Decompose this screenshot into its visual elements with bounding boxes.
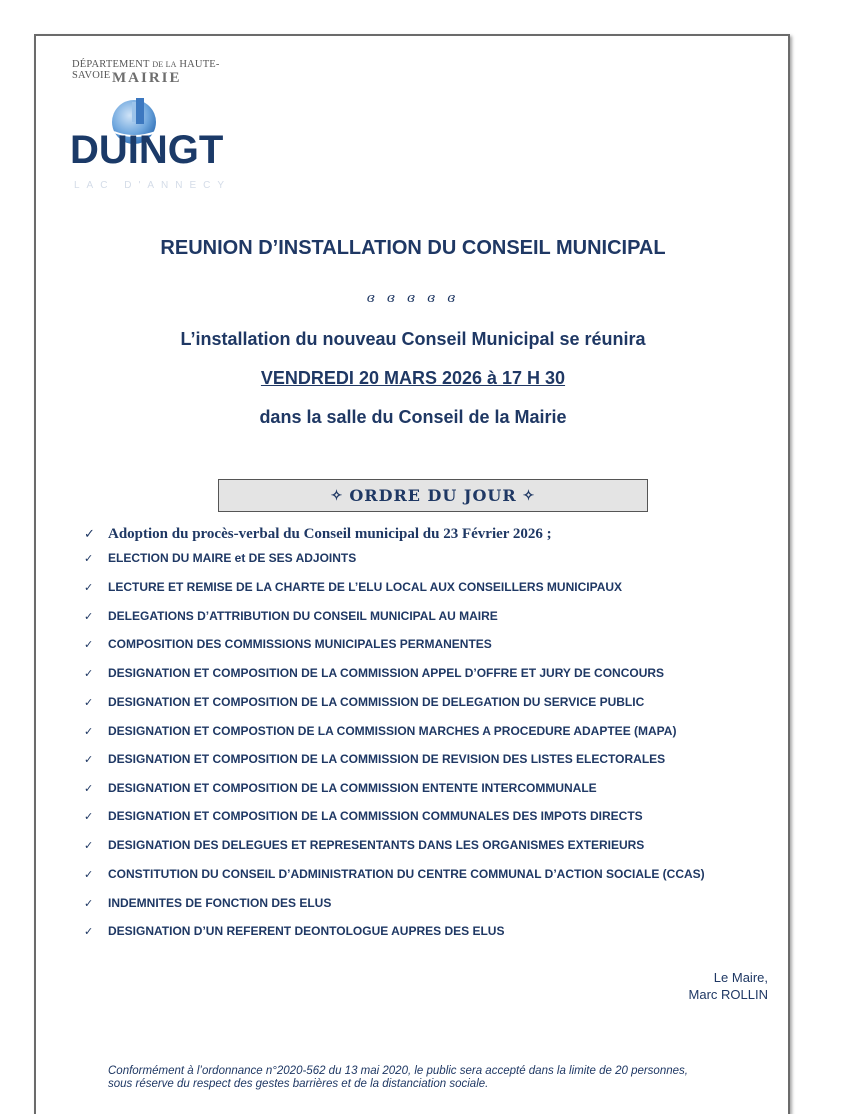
footer-line-2: sous réserve du respect des gestes barrières et de la distanciation sociale. xyxy=(108,1078,489,1090)
check-icon: ✓ xyxy=(84,581,94,594)
agenda-item-text: DESIGNATION D’UN REFERENT DEONTOLOGUE AUPRES DES ELUS xyxy=(108,924,505,938)
agenda-item-text: INDEMNITES DE FONCTION DES ELUS xyxy=(108,896,332,910)
check-icon: ✓ xyxy=(84,610,94,623)
agenda-item xyxy=(84,838,784,852)
agenda-item xyxy=(84,666,784,680)
page-frame xyxy=(34,34,790,1114)
agenda-item-text: DESIGNATION DES DELEGUES ET REPRESENTANTS DANS LES ORGANISMES EXTERIEURS xyxy=(108,838,645,852)
agenda-item-text: DESIGNATION ET COMPOSITION DE LA COMMISSION DE DELEGATION DU SERVICE PUBLIC xyxy=(108,695,645,709)
agenda-item-text: Adoption du procès-verbal du Conseil municipal du 23 Février 2026 ; xyxy=(108,526,552,542)
agenda-item-text: DESIGNATION ET COMPOSITION DE LA COMMISSION DE REVISION DES LISTES ELECTORALES xyxy=(108,752,666,766)
agenda-item-text: COMPOSITION DES COMMISSIONS MUNICIPALES PERMANENTES xyxy=(108,637,492,651)
agenda-item xyxy=(84,637,784,651)
footer-line-1: Conformément à l’ordonnance n°2020-562 du 13 mai 2020, le public sera accepté dans la limite de 20 personnes, xyxy=(108,1065,688,1077)
check-icon: ✓ xyxy=(84,753,94,766)
agenda-item-text: CONSTITUTION DU CONSEIL D’ADMINISTRATION DU CENTRE COMMUNAL D’ACTION SOCIALE (CCAS) xyxy=(108,867,705,881)
check-icon: ✓ xyxy=(84,638,94,651)
agenda-item xyxy=(84,752,784,766)
department-name: HAUTE-SAVOIE xyxy=(72,59,220,81)
agenda-item-text: DESIGNATION ET COMPOSITION DE LA COMMISSION APPEL D’OFFRE ET JURY DE CONCOURS xyxy=(108,666,665,680)
logo-subtitle: LAC D'ANNECY xyxy=(74,180,232,191)
check-icon: ✓ xyxy=(84,810,94,823)
signature-name: Marc ROLLIN xyxy=(688,987,768,1002)
department-prefix: DÉPARTEMENT xyxy=(72,59,150,70)
agenda-item xyxy=(84,896,784,910)
agenda-item-text: DELEGATIONS D’ATTRIBUTION DU CONSEIL MUNICIPAL AU MAIRE xyxy=(108,609,498,623)
agenda-item-text: LECTURE ET REMISE DE LA CHARTE DE L’ELU LOCAL AUX CONSEILLERS MUNICIPAUX xyxy=(108,580,623,594)
check-icon: ✓ xyxy=(84,925,94,938)
check-icon: ✓ xyxy=(84,552,94,565)
ornament-divider: ɞ ɞ ɞ ɞ ɞ xyxy=(366,291,460,306)
agenda-item xyxy=(84,551,784,565)
agenda-item xyxy=(84,781,784,795)
agenda-item xyxy=(84,609,784,623)
agenda-item-text: DESIGNATION ET COMPOSITION DE LA COMMISSION ENTENTE INTERCOMMUNALE xyxy=(108,781,597,795)
agenda-heading: ORDRE DU JOUR xyxy=(349,486,517,505)
agenda-heading-box xyxy=(218,479,648,512)
agenda-item xyxy=(84,924,784,938)
check-icon: ✓ xyxy=(84,696,94,709)
agenda-item xyxy=(84,695,784,709)
agenda-item-text: DESIGNATION ET COMPOSTION DE LA COMMISSION MARCHES A PROCEDURE ADAPTEE (MAPA) xyxy=(108,724,677,738)
check-icon: ✓ xyxy=(84,725,94,738)
footer-note xyxy=(108,1065,768,1091)
page-title: REUNION D’INSTALLATION DU CONSEIL MUNICIPAL xyxy=(160,237,666,259)
agenda-item xyxy=(84,867,784,881)
check-icon: ✓ xyxy=(84,782,94,795)
check-icon: ✓ xyxy=(84,868,94,881)
intro-line: L’installation du nouveau Conseil Municipal se réunira xyxy=(180,329,646,349)
mairie-label: MAIRIE xyxy=(112,70,182,86)
agenda-item xyxy=(84,809,784,823)
signature-role: Le Maire, xyxy=(713,970,768,985)
agenda-item xyxy=(84,526,784,543)
agenda-item xyxy=(84,580,784,594)
ornament-right-icon: ✧ xyxy=(522,487,536,504)
agenda-item-text: DESIGNATION ET COMPOSITION DE LA COMMISSION COMMUNALES DES IMPOTS DIRECTS xyxy=(108,809,643,823)
logo-wordmark: DUINGT xyxy=(70,128,224,172)
agenda-item xyxy=(84,724,784,738)
department-of: DE LA xyxy=(152,60,177,69)
check-icon: ✓ xyxy=(84,527,95,542)
agenda-item-text: ELECTION DU MAIRE et DE SES ADJOINTS xyxy=(108,551,357,565)
check-icon: ✓ xyxy=(84,897,94,910)
meeting-location: dans la salle du Conseil de la Mairie xyxy=(259,407,567,427)
ornament-left-icon: ✧ xyxy=(330,487,344,504)
signature-block xyxy=(689,969,768,1003)
check-icon: ✓ xyxy=(84,667,94,680)
check-icon: ✓ xyxy=(84,839,94,852)
meeting-date: VENDREDI 20 MARS 2026 à 17 H 30 xyxy=(260,368,566,388)
